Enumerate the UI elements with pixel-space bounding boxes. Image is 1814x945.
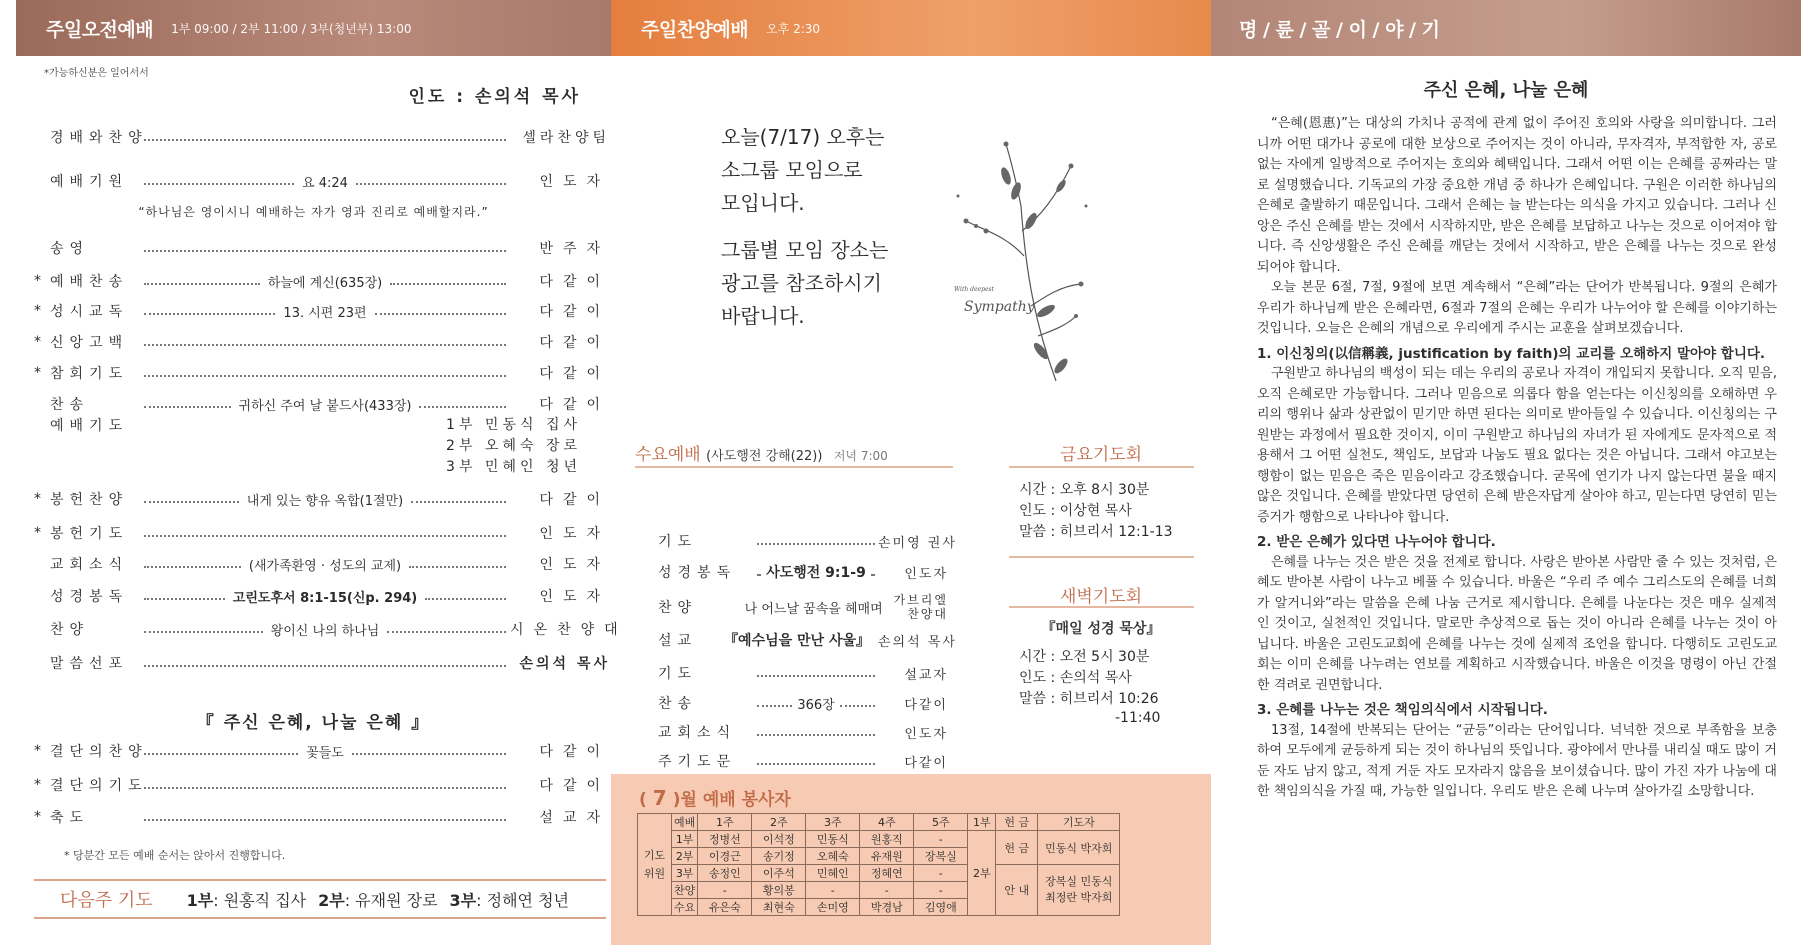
table-cell: - [806, 882, 860, 899]
seated-note: * 당분간 모든 예배 순서는 앉아서 진행합니다. [64, 849, 286, 862]
dawn-line: 시간 : 오전 5시 30분 [1019, 649, 1150, 665]
roster-paren: ( [639, 790, 647, 810]
dawn-info [1019, 647, 1160, 726]
article-paragraph: “은혜(恩惠)”는 대상의 가치나 공적에 관계 없이 주어진 호의와 사랑을 의미합니다. 그러니까 어떤 대가나 공로에 대한 보상으로 주어지는 것이 아니라, 무자격자, 부적합한 자, 공로 없는 자에게 일방적으로 주어지는 호의와 혜택입니다. 그래서 어떤 이는 은혜를 공짜라는 말로 설명했습니다. 기독교의 가장 중요한 개념 중 하나가 은혜입니다. 구원은 이러한 하나님의 은혜로 출발하기 때문입니다. 그래서 은혜는 늘 받는다는 의식을 가지고 있습니다. 그러나 신앙은 주신 은혜를 받는 것에서 시작하지만, 받은 은혜를 보답하고 나누는 것으로 이어져야 합니다. 즉 신앙생활은 주신 은혜를 깨닫는 것에서 시작하고, 받은 은혜를 나누는 것으로 완성되어야 합니다. [1257, 116, 1777, 275]
wednesday-row [658, 593, 948, 621]
table-cell: 유재원 [860, 848, 914, 865]
row-person: 인도자 [904, 726, 948, 742]
dot-leader [411, 501, 506, 503]
dot-leader [144, 501, 239, 503]
friday-divider [1009, 466, 1194, 468]
dot-leader [352, 753, 506, 755]
table-cell: 민혜인 [806, 865, 860, 882]
row-person: 다같이 [904, 755, 948, 771]
dot-leader [144, 598, 225, 600]
dawn-line: 말씀 : 히브리서 10:26 [1019, 691, 1159, 707]
prayer-committee-label: 기도 위원 [638, 814, 672, 916]
row-detail: 『예수님을 만난 사울』 [724, 633, 870, 649]
roster-title [639, 785, 791, 810]
notice-line: 그룹별 모임 장소는 [721, 238, 889, 262]
table-cell: 송기정 [752, 848, 806, 865]
morning-header [16, 0, 611, 56]
row-label: 설교 [658, 633, 698, 649]
row-person: 인도자 [904, 566, 949, 582]
dot-leader [144, 283, 260, 285]
wednesday-row [658, 721, 948, 743]
row-label: 기도 [658, 534, 698, 550]
part1-label: 1부 [186, 890, 214, 910]
usher-name: 최정란 박자희 [1045, 891, 1113, 904]
wednesday-row [658, 662, 948, 684]
row-label: 성시교독 [50, 304, 129, 320]
table-cell: 수요 [672, 899, 698, 916]
next-prayer-title: 다음주 기도 [60, 890, 153, 911]
dot-leader [144, 406, 231, 408]
row-person: 손의석 목사 [519, 656, 610, 672]
friday-line: 인도 : 이상현 목사 [1019, 503, 1132, 519]
dot-leader [144, 183, 294, 185]
standing-mark: * [34, 809, 41, 825]
row-person: 다같이 [904, 697, 948, 713]
order-row [50, 237, 610, 259]
card-big-text: Sympathy [964, 299, 1035, 315]
table-cell: 박경남 [860, 899, 914, 916]
row-person: 다같이 [539, 274, 610, 290]
dot-leader [757, 763, 875, 765]
volunteer-table [637, 813, 1120, 916]
row-person: 다같이 [539, 744, 610, 760]
row-detail: 사도행전 9:1-9 [766, 565, 866, 581]
order-row [50, 553, 610, 575]
dot-leader [144, 566, 241, 568]
table-cell: 민동식 [806, 831, 860, 848]
table-header: 5주 [914, 814, 968, 831]
table-cell: 찬양 [672, 882, 698, 899]
order-row [34, 270, 610, 292]
table-header: 2주 [752, 814, 806, 831]
row-person: 다같이 [539, 492, 610, 508]
dot-leader [409, 566, 506, 568]
row-label: 결단의기도 [50, 778, 148, 794]
dot-leader [144, 819, 506, 821]
table-cell: - [914, 865, 968, 882]
order-row [50, 585, 610, 607]
row-label: 참회기도 [50, 366, 129, 382]
offering-label: 헌 금 [996, 831, 1038, 865]
dot-leader [757, 734, 875, 736]
table-cell: 김영애 [914, 899, 968, 916]
row-label: 예배기도 [50, 418, 129, 434]
table-header: 예배 [672, 814, 698, 831]
order-row [50, 652, 610, 674]
dot-leader [840, 705, 875, 707]
dawn-title: 새벽기도회 [1059, 587, 1143, 607]
dot-leader [375, 313, 506, 315]
table-cell: 원홍직 [860, 831, 914, 848]
dawn-line: -11:40 [1115, 710, 1161, 726]
friday-line: 말씀 : 히브리서 12:1-13 [1019, 524, 1173, 540]
service-leader: 인도 : 손의석 목사 [408, 87, 581, 107]
row-detail: 13. 시편 23편 [283, 305, 367, 321]
row-person: 다같이 [539, 366, 610, 382]
usher-names [1038, 865, 1120, 916]
row-detail: 내게 있는 향유 옥합(1절만) [246, 493, 404, 509]
table-row [638, 831, 1120, 848]
meditation-title: 명 / 륜 / 골 / 이 / 야 / 기 [1239, 18, 1440, 41]
wednesday-row [658, 750, 948, 772]
standing-mark: * [34, 303, 41, 319]
part3-name: : 정해연 청년 [476, 890, 569, 910]
small-group-notice [721, 121, 884, 220]
praise-title: 주일찬양예배 [641, 18, 749, 41]
dot-leader [144, 250, 506, 252]
row-person: 인도자 [539, 526, 610, 542]
row-detail: 고린도후서 8:1-15(신p. 294) [232, 590, 418, 606]
row-person: 인도자 [539, 589, 611, 605]
table-cell: 정병선 [698, 831, 752, 848]
table-cell: 장복실 [914, 848, 968, 865]
table-header: 기도자 [1038, 814, 1120, 831]
stand-note: *가능하신분은 일어서서 [44, 68, 149, 79]
dot-leader [144, 665, 506, 667]
row-person: 손의석 목사 [878, 634, 957, 650]
row-person: 설교자 [539, 810, 610, 826]
notice-line: 소그룹 모임으로 [721, 158, 863, 182]
table-cell: 이경근 [698, 848, 752, 865]
wednesday-row [658, 530, 957, 552]
dawn-top-divider [1009, 556, 1194, 558]
dot-leader [757, 705, 792, 707]
prayer-name: 2부 오혜숙 장로 [446, 438, 581, 454]
part3-label: 3부 [449, 890, 477, 910]
table-cell: 이주석 [752, 865, 806, 882]
praise-header [611, 0, 1211, 56]
invocation-quote: “하나님은 영이시니 예배하는 자가 영과 진리로 예배할지라.” [138, 205, 489, 219]
table-header: 1부 [968, 814, 996, 831]
table-cell: 정혜연 [860, 865, 914, 882]
row-detail: 하늘에 계신(635장) [267, 275, 383, 291]
row-person: 다같이 [539, 778, 610, 794]
table-cell: 손미영 [806, 899, 860, 916]
table-cell: - [698, 882, 752, 899]
row-person: 다같이 [539, 304, 610, 320]
part1-name: : 원홍직 집사 [213, 890, 307, 910]
table-row [638, 865, 1120, 882]
article-heading: 1. 이신칭의(以信稱義, justification by faith)의 교리를 오해하지 말아야 합니다. [1257, 345, 1766, 362]
standing-mark: * [34, 491, 41, 507]
dawn-divider [1009, 606, 1194, 608]
wednesday-subtitle: (사도행전 강해(22)) [706, 449, 823, 464]
notice-line: 바랍니다. [721, 304, 805, 328]
row-label: 주기도문 [658, 754, 737, 770]
roster-label: )월 예배 봉사자 [672, 790, 791, 810]
table-header-row [638, 814, 1120, 831]
row-person: 셀라찬양팀 [522, 130, 610, 146]
row-label: 성경봉독 [658, 565, 737, 581]
wednesday-row [658, 629, 957, 651]
friday-line: 시간 : 오후 8시 30분 [1019, 482, 1150, 498]
dot-leader [144, 631, 263, 633]
dot-leader [387, 631, 506, 633]
row-person: 가브리엘 찬양대 [893, 593, 948, 621]
table-cell: 이석정 [752, 831, 806, 848]
row-detail: 요 4:24 [302, 175, 348, 191]
row-label: 찬양 [50, 622, 90, 638]
row-label: 찬송 [658, 696, 698, 712]
order-row [34, 362, 610, 384]
order-row [50, 126, 610, 148]
dot-leader [390, 283, 506, 285]
standing-mark: * [34, 743, 41, 759]
row-detail: 귀하신 주여 날 붙드사(433장) [238, 398, 412, 414]
dot-leader [144, 535, 506, 537]
article-paragraph: 오늘 본문 6절, 7절, 9절에 보면 계속해서 “은혜”라는 단어가 반복됩니다. 9절의 은혜가 우리가 하나님께 받은 은혜라면, 6절과 7절의 은혜는 우리가 나누어야 할 은혜를 이야기하는 것입니다. 오늘은 은혜의 개념으로 우리에게 주시는 교훈을 살펴보겠습니다. [1257, 280, 1777, 336]
dot-leader [144, 139, 506, 141]
dot-leader [144, 313, 275, 315]
row-label: 찬송 [50, 397, 90, 413]
friday-info [1019, 480, 1173, 543]
row-detail: 나 어느날 꿈속을 헤매며 [744, 601, 883, 617]
order-row [50, 170, 610, 192]
row-person: 시온찬양대 [510, 622, 628, 638]
table-cell: 송정인 [698, 865, 752, 882]
row-label: 경배와찬양 [50, 130, 148, 146]
dot-leader [144, 344, 506, 346]
card-small-text: With deepest [954, 286, 994, 293]
table-cell: 오혜숙 [806, 848, 860, 865]
notice-line: 모입니다. [721, 191, 805, 215]
order-row [34, 522, 610, 544]
table-cell: 1부 [672, 831, 698, 848]
table-cell: - [914, 882, 968, 899]
dot-leader [757, 574, 761, 576]
dot-leader [144, 753, 298, 755]
row-label: 교회소식 [658, 725, 737, 741]
flower-illustration [946, 136, 1096, 386]
friday-title: 금요기도회 [1059, 445, 1143, 465]
row-label: 결단의찬양 [50, 744, 148, 760]
order-row [34, 774, 610, 796]
order-row [34, 806, 610, 828]
row-person: 인도자 [539, 557, 611, 573]
notice-line: 광고를 참조하시기 [721, 271, 882, 295]
meditation-column [1211, 56, 1814, 945]
part2-label: 2부 [318, 890, 345, 910]
table-cell: 유은숙 [698, 899, 752, 916]
dot-leader [757, 543, 875, 545]
wednesday-label: 수요예배 [635, 445, 701, 465]
dot-leader [757, 675, 875, 677]
row-label: 송영 [50, 241, 90, 257]
row-detail: 366장 [797, 697, 835, 713]
roster-month: 7 [652, 786, 667, 810]
dot-leader [144, 375, 506, 377]
table-header: 헌 금 [996, 814, 1038, 831]
dot-leader [419, 406, 506, 408]
order-row [34, 488, 610, 510]
location-notice [721, 234, 888, 333]
article-heading: 2. 받은 은혜가 있다면 나누어야 합니다. [1257, 534, 1496, 550]
dawn-subtitle: 『매일 성경 묵상』 [1041, 621, 1161, 637]
row-label: 예배기원 [50, 174, 129, 190]
meditation-header [1211, 0, 1801, 56]
table-cell: 최현숙 [752, 899, 806, 916]
morning-order [16, 56, 628, 945]
standing-mark: * [34, 525, 41, 541]
praise-time: 오후 2:30 [766, 21, 821, 36]
notice-line: 오늘(7/17) 오후는 [721, 125, 885, 149]
wednesday-time: 저녁 7:00 [833, 449, 888, 463]
article-paragraph: 구원받고 하나님의 백성이 되는 데는 우리의 공로나 자격이 개입되지 못합니다. 오직 믿음, 오직 은혜로만 가능합니다. 그러나 믿음으로 의롭다 함을 얻는다는 이신칭의를 오해하면 우리의 행위나 삶과 상관없이 믿기만 하면 된다는 의미로 받아들일 수 있습니다. 이신칭의는 구원받는 과정에서 필요한 것이지, 이미 구원받고 하나님의 자녀가 된 자에게도 문자적으로 적용해서 그 어떤 실천도, 책임도, 보답과 나눔도 필요 없다는 것은 아닙니다. 그래서 야고보는 행함이 없는 믿음은 죽은 믿음이라고 강조했습니다. 굳목에 연기가 나지 않는다면 불을 때지 않은 것입니다. 은혜를 받았다면 당연히 은혜 받은자답게 살아야 하고, 믿는다면 당연히 믿는 증거가 행함으로 나타나야 합니다. [1257, 366, 1777, 525]
row-label: 봉헌찬양 [50, 492, 129, 508]
row-label: 성경봉독 [50, 589, 129, 605]
row-person: 설교자 [904, 667, 948, 683]
standing-mark: * [34, 273, 41, 289]
row-label: 신앙고백 [50, 335, 129, 351]
standing-mark: * [34, 334, 41, 350]
row-label: 기도 [658, 666, 698, 682]
standing-mark: * [34, 777, 41, 793]
standing-mark: * [34, 365, 41, 381]
table-cell: - [914, 831, 968, 848]
praise-column [611, 56, 1211, 945]
wednesday-title [635, 440, 888, 465]
morning-times: 1부 09:00 / 2부 11:00 / 3부(청년부) 13:00 [171, 21, 412, 36]
next-week-prayer [34, 879, 606, 919]
dot-leader [144, 787, 506, 789]
table-cell: 2부 [672, 848, 698, 865]
order-row [34, 331, 610, 353]
dot-leader [356, 183, 506, 185]
order-row [34, 300, 610, 322]
article-title: 주신 은혜, 나눌 은혜 [1423, 80, 1589, 101]
dawn-line: 인도 : 손의석 목사 [1019, 670, 1132, 686]
article-heading: 3. 은혜를 나누는 것은 책임의식에서 시작됩니다. [1257, 702, 1548, 718]
table-header: 3주 [806, 814, 860, 831]
row-label: 예배찬송 [50, 274, 129, 290]
order-row [50, 393, 610, 415]
row-label: 교회소식 [50, 557, 129, 573]
table-cell: - [860, 882, 914, 899]
dot-leader [425, 598, 506, 600]
prayer-names [446, 415, 581, 478]
row-person: 인도자 [539, 174, 611, 190]
prayer-name: 3부 민혜인 청년 [446, 459, 581, 475]
table-cell: 황의봉 [752, 882, 806, 899]
part2-name: : 유재원 장로 [344, 890, 438, 910]
usher-label: 안 내 [996, 865, 1038, 916]
row-person: 다같이 [539, 335, 610, 351]
wednesday-divider [635, 466, 953, 468]
row-person: 손미영 권사 [878, 535, 957, 551]
row-person: 다같이 [539, 397, 610, 413]
row-person: 반주자 [539, 241, 610, 257]
prayer-name: 1부 민동식 집사 [446, 417, 581, 433]
table-cell: 3부 [672, 865, 698, 882]
row-label: 찬양 [658, 600, 698, 616]
sermon-title: 『 주신 은혜, 나눌 은혜 』 [196, 713, 431, 733]
row-detail: (새가족환영 · 성도의 교제) [248, 558, 402, 574]
offering-names: 민동식 박자희 [1038, 831, 1120, 865]
wednesday-row [658, 561, 948, 583]
wednesday-row [658, 692, 948, 714]
row-detail: 꽃들도 [306, 745, 344, 761]
morning-title: 주일오전예배 [46, 18, 154, 41]
article-paragraph: 은혜를 나누는 것은 받은 것을 전제로 합니다. 사랑은 받아본 사람만 줄 수 있는 것처럼, 은혜도 받아본 사람이 나누고 베풀 수 있습니다. 바울은 “우리 주 예수 그리스도의 은혜를 너희가 알거니와”라는 말씀을 은혜 나눔 근거로 제시합니다. 은혜를 나눈다는 것은 매우 실제적인 것이고, 실천적인 것입니다. 말로만 추상적으로 돕는 것이 아니라 은혜를 나누는 것이 아닙니다. 바울은 고린도교회에 은혜를 나누는 것에 실제적 조언을 합니다. 다행히도 고린도교회는 이미 은혜를 나누려는 연보를 계획하고 시작했습니다. 바울은 이것을 명령이 아닌 간절한 격려로 권면합니다. [1257, 554, 1778, 693]
order-row [34, 740, 610, 762]
dot-leader [871, 574, 875, 576]
offering-part: 2부 [968, 831, 996, 916]
table-header: 1주 [698, 814, 752, 831]
table-header: 4주 [860, 814, 914, 831]
order-row [50, 618, 628, 640]
row-detail: 왕이신 나의 하나님 [270, 623, 380, 639]
row-label: 봉헌기도 [50, 526, 129, 542]
row-label: 축도 [50, 810, 90, 826]
usher-name: 장복실 민동식 [1045, 875, 1113, 888]
article-body [1257, 114, 1777, 803]
row-label: 말씀선포 [50, 656, 129, 672]
article-paragraph: 13절, 14절에 반복되는 단어는 “균등”이라는 단어입니다. 넉넉한 것으로 부족함을 보충하여 모두에게 균등하게 되는 것이 하나님의 뜻입니다. 광야에서 만나를 내리실 때도 많이 거둔 자도 남지 않고, 적게 거둔 자도 모자라지 않음을 보이셨습니다. 많이 가진 자가 나눔에 대한 책임의식을 가질 때, 가능한 일입니다. 우리도 받은 은혜 나누며 살아가길 소망합니다. [1257, 722, 1777, 799]
